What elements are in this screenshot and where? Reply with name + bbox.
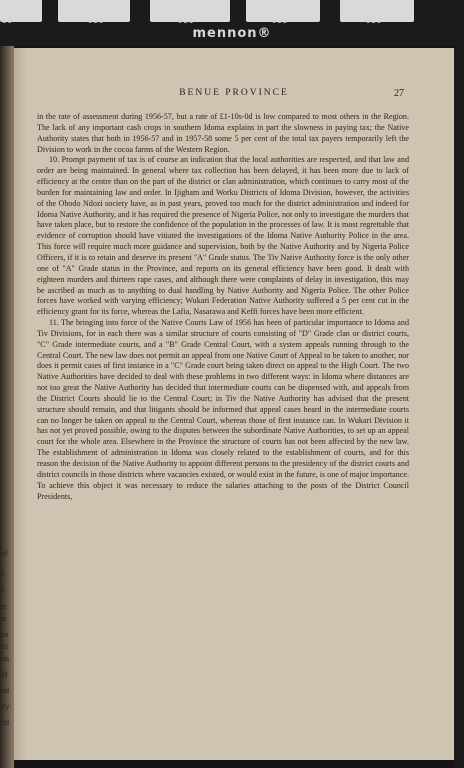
edge-fragment: ie [1, 602, 7, 611]
left-page-edge [0, 46, 14, 768]
paragraph-10: 10. Prompt payment of tax is of course an indication that the local authorities are respected, and that law and order are being maintained. In general where tax collection has been delayed, it has been more due to lack of efficiency at the centre than on the part of the district or clan administration, which continues to carry most of the burden for maintaining law and order. In Ijigbam and Worku Districts of Idoma Division, however, the activities of the Obodo Ndozi society have, as in past years, proved too much for the district administration and indeed for Idoma Native Authority, and it has required the presence of Nigeria Police, not only to investigate the murders that have taken place, but to restore the confidence of the population in the processes of law. It is most regrettable that evidence of corruption should have vitiated the investigations of the Idoma Native Authority Police in the area. This force will require much more guidance and supervision, both by the Native Authority and by Nigeria Police Officers, if it is to retain and deserve its present "A" Grade status. The Tiv Native Authority force is the only other one of "A" Grade status in the Province, and reports on its general efficiency have been good. It dealt with eighteen murders and thirteen rape cases, and although there were complaints of delay in investigation, this may be ascribed as much as to anything to dual handling by Native Authority and Nigeria Police. The other Police forces have worked with varying efficiency; Wukari Federation Native Authority suffered a 5 per cent cut in the efficiency grant for its force, whereas the Lafia, Nasarawa and Keffi forces have been more efficient. [37, 155, 409, 317]
patch-label: 19 [2, 17, 13, 25]
brand-logo: mennon® [192, 26, 272, 41]
paragraph-11: 11. The bringing into force of the Native Courts Law of 1956 has been of particular importance to Idoma and Tiv Divisions, for in each there was a similar structure of courts consisting of "D" Grade clan or district courts, "C" Grade intermediate courts, and a "B" Grade Central Court, with a system appeals running through to the Central Court. The new law does not permit an appeal from one Native Court of Appeal to be taken to another, nor does it permit cases of first instance in a "C" Grade court being taken direct on appeal to the High Court. The two Native Authorities have decided to deal with these problems in two different ways: in Idoma where distances are not too great the Native Authority has decided that intermediate courts can be dispensed with, and appeals from the District Courts should lie to the Central Court; in Tiv the Native Authority has advised that the present structure should remain, and that litigants should be informed that appeal cases heard in the intermediate courts can no longer be taken on appeal to the Central Court, whereas those of first instance can. In Wukari Division it has not yet proved possible, owing to the disputes between the subordinate Native Authorities, to set up an appeal court for the whole area. Elsewhere in the Province the structure of courts has not been affected by the new law. The establishment of administration in Idoma was closely related to the establishment of courts, and for this reason the decision of the Native Authority to appoint different persons to the presidency of the district courts and district councils in those districts where vacancies existed, or would exist in the future, is one of major importance. To achieve this object it was necessary to reduce the salaries attaching to the posts of the District Council Presidents, [37, 318, 409, 501]
edge-fragment: id [1, 670, 8, 679]
patch-label: 020 [88, 17, 105, 25]
running-title: BENUE PROVINCE [179, 88, 289, 98]
edge-fragment: nd [1, 686, 9, 695]
page-header [14, 88, 454, 102]
right-background [454, 46, 464, 768]
edge-fragment: 0d [1, 718, 9, 727]
edge-fragment: e [1, 586, 5, 595]
edge-fragment: e [1, 570, 5, 579]
patch-label: 021 [178, 17, 195, 25]
page-number: 27 [394, 88, 404, 99]
edge-fragment: en [1, 630, 9, 639]
edge-fragment: iri [1, 642, 9, 651]
edge-fragment: of [1, 549, 8, 558]
edge-fragment: ity [1, 702, 10, 711]
paragraph: in the rate of assessment during 1956-57, but a rate of £1-10s-0d is low compared to most others in the Region. The lack of any important cash crops in southern Idoma explains in part the slowness in paying tax; the Native Authority states that both in 1956-57 and in 1957-58 some 5 per cent of the total tax payers temporarily left the Division to work in the cocoa farms of the Western Region. [37, 112, 409, 154]
edge-fragment: ie [1, 614, 7, 623]
document-page [14, 48, 454, 760]
calibration-strip [0, 0, 464, 46]
patch-label: 022 [272, 17, 289, 25]
body-text [37, 112, 409, 502]
edge-fragment: on [1, 654, 9, 663]
patch-label: 023 [366, 17, 383, 25]
